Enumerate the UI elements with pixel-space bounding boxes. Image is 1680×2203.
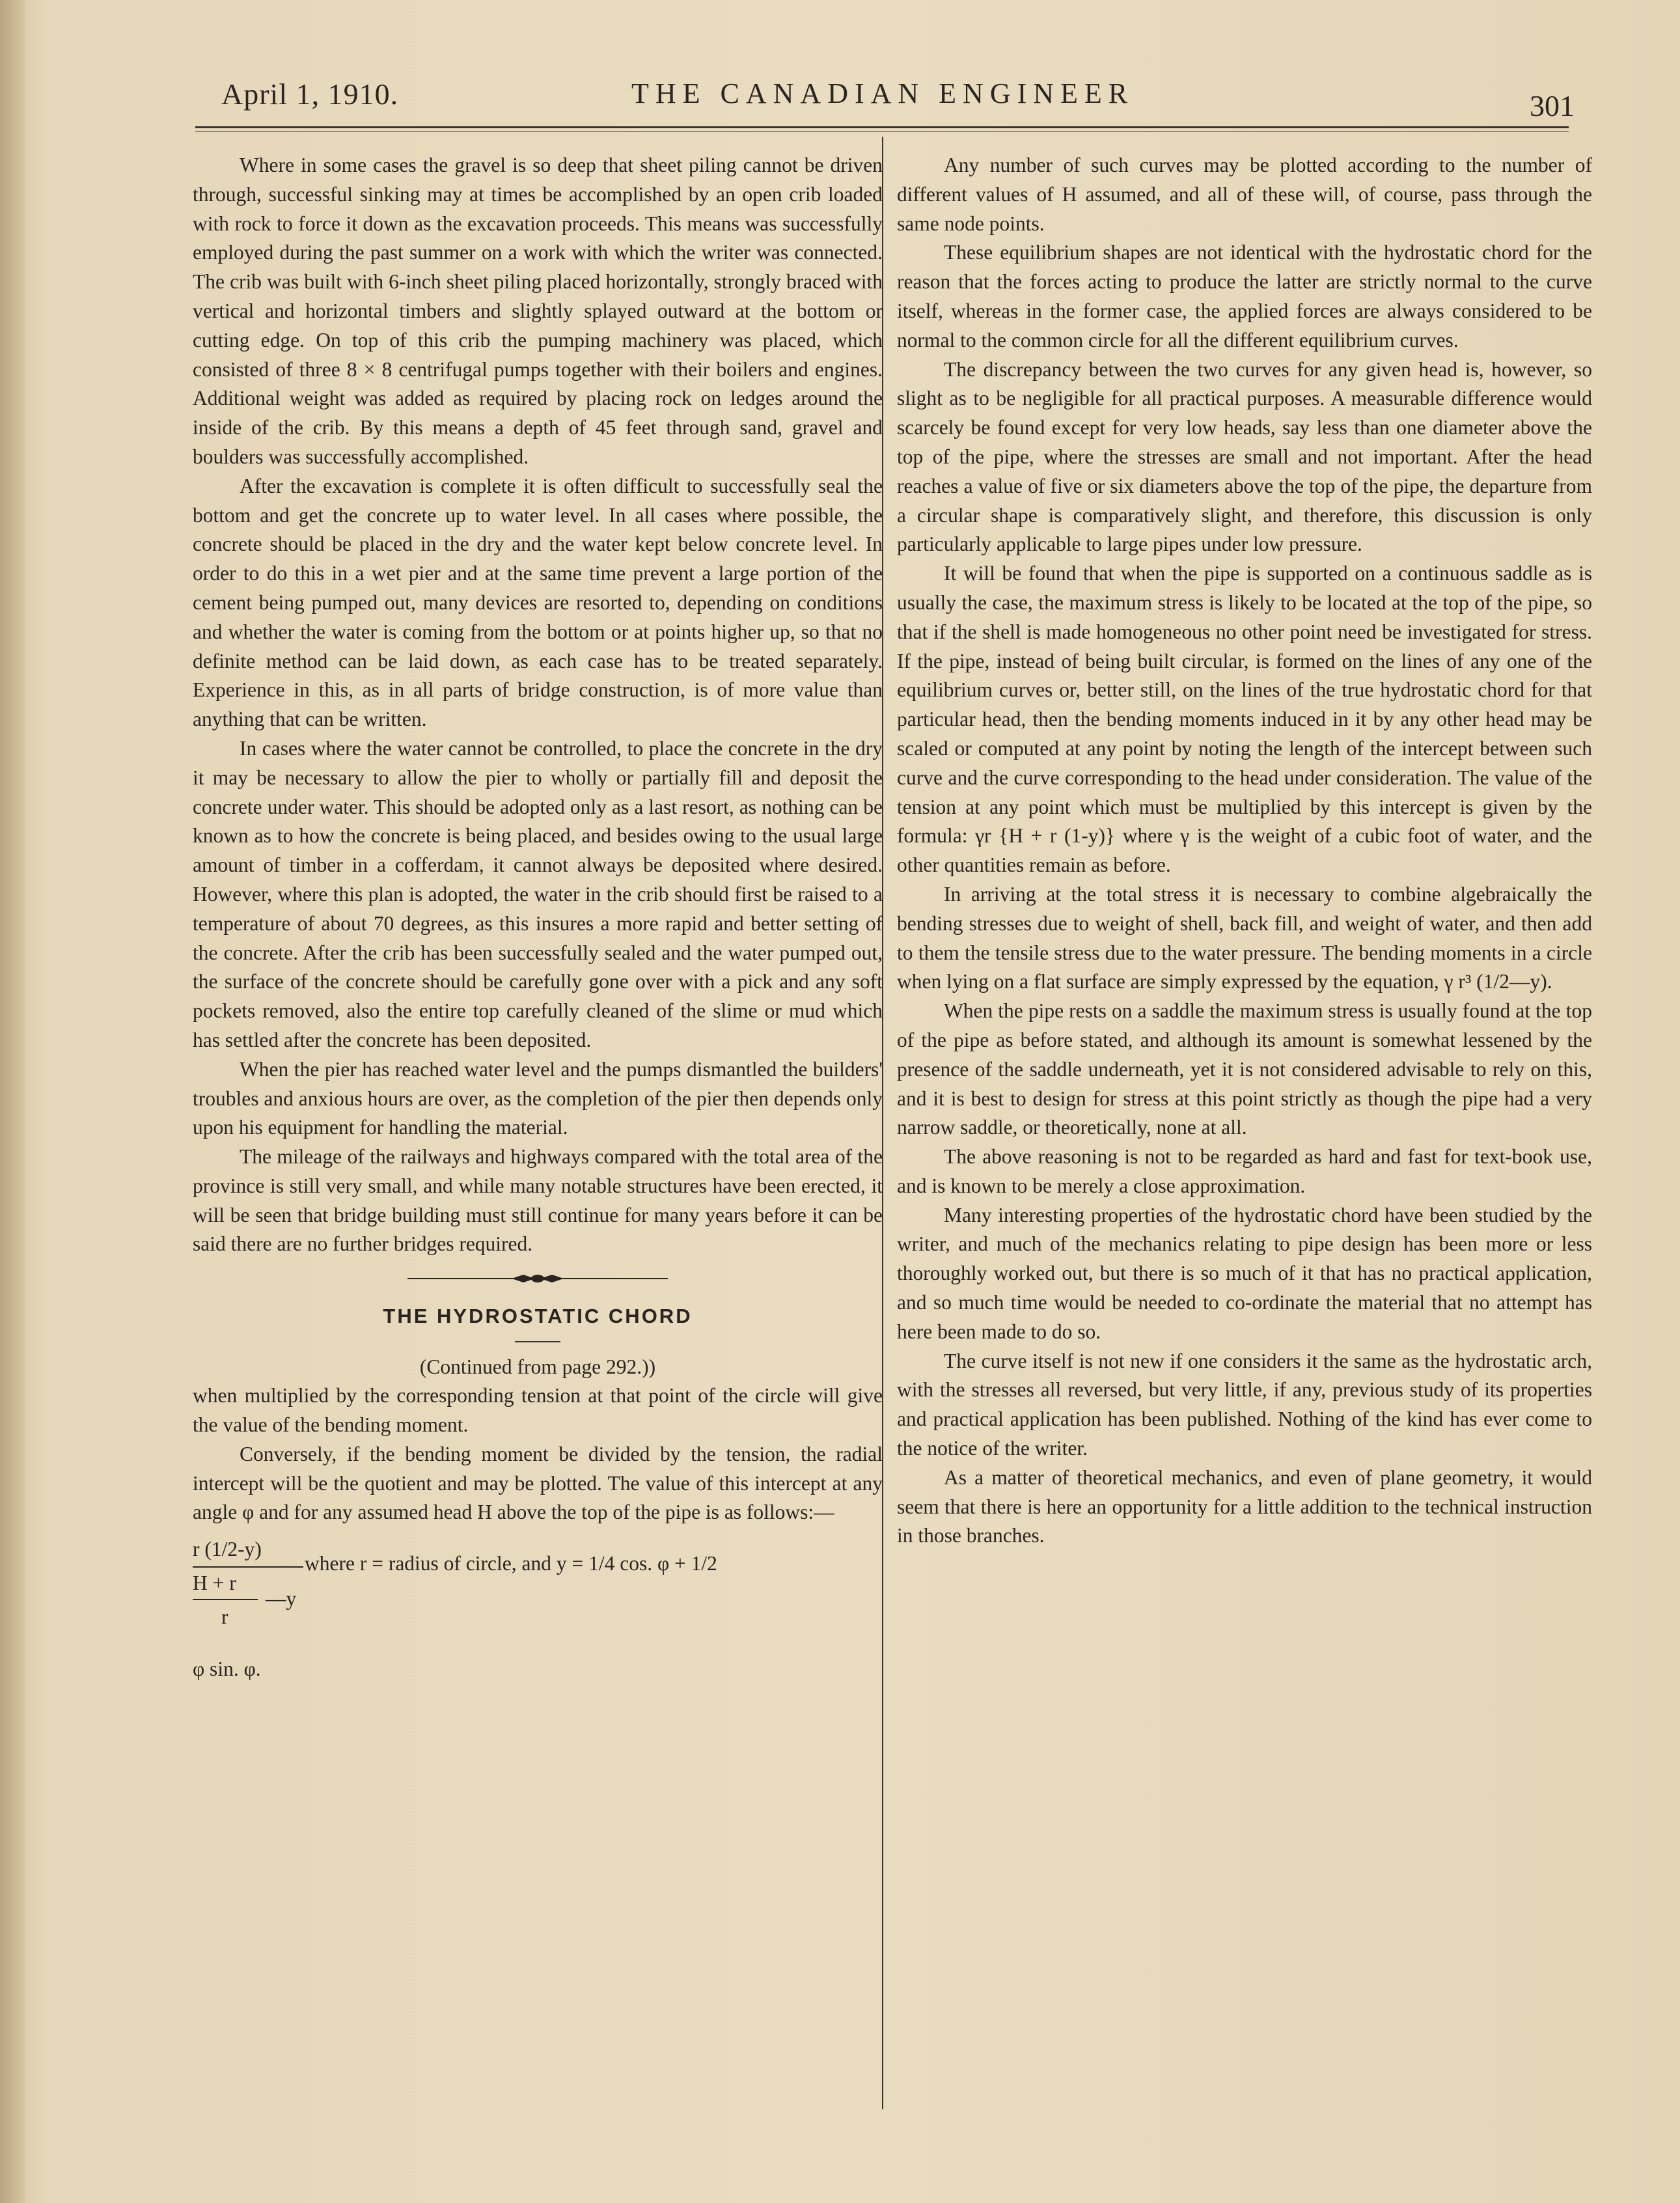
header-page-number: 301 [1530, 89, 1575, 122]
paragraph: The mileage of the railways and highways compared with the total area of the province is still very small, and while many notable structures have been erected, it will be seen that bridge building must still continue for many years before it can be said there are no further bridges required. [193, 1145, 883, 1256]
right-column [897, 151, 1592, 1551]
paragraph: Any number of such curves may be plotted according to the number of different values of H assumed, and all of these will, of course, pass through the same node points. [897, 154, 1592, 235]
formula-minus-y: —y [266, 1587, 297, 1611]
paragraph: These equilibrium shapes are not identical with the hydrostatic chord for the reason that the forces acting to produce the latter are strictly normal to the curve itself, whereas in the former case, the applied forces are always considered to be normal to the common circle for all the different equilibrium curves. [897, 241, 1592, 352]
ornament-divider-icon [407, 1266, 668, 1292]
formula-fraction-bar [193, 1566, 303, 1568]
paragraph: When the pier has reached water level and the pumps dismantled the builders' troubles and anxious hours are over, as the completion of the pier then depends only upon his equipment for handling the material. [193, 1057, 883, 1139]
paragraph: The discrepancy between the two curves for any given head is, however, so slight as to be negligible for all practical purposes. A measurable difference would scarcely be found except for very low heads, say less than one diameter above the top of the pipe, where the stresses are small and not important. After the head reaches a value of five or six diameters above the top of the pipe, the departure from a circular shape is comparatively slight, and therefore, this discussion is only particularly applicable to large pipes under low pressure. [897, 357, 1592, 556]
header-rule [195, 126, 1569, 128]
paragraph: when multiplied by the corresponding tension at that point of the circle will give the value of the bending moment. [193, 1384, 883, 1437]
paragraph: Conversely, if the bending moment be divided by the tension, the radial intercept will be the quotient and may be plotted. The value of this intercept at any angle φ and for any assumed head H above the top of the pipe is as follows:— [193, 1442, 883, 1524]
paragraph: In cases where the water cannot be controlled, to place the concrete in the dry it may be necessary to allow the pier to wholly or partially fill and deposit the concrete under water. This should be adopted only as a last resort, as nothing can be known as to how the concrete is being placed, and besides owing to the usual large amount of timber in a cofferdam, it cannot always be deposited where desired. However, where this plan is adopted, the water in the crib should first be raised to a temperature of about 70 degrees, as this insures a more rapid and better setting of the concrete. After the crib has been successfully sealed and the water pumped out, the surface of the concrete should be carefully gone over with a pick and any soft pockets removed, also the entire top carefully cleaned of the slime or mud which has settled after the concrete has been deposited. [193, 736, 883, 1051]
paragraph: Where in some cases the gravel is so deep that sheet piling cannot be driven through, successful sinking may at times be accomplished by an open crib loaded with rock to force it down as the excavation proceeds. This means was successfully employed during the past summer on a work with which the writer was connected. The crib was built with 6-inch sheet piling placed horizontally, strongly braced with vertical and horizontal timbers and slightly splayed outward at the bottom or cutting edge. On top of this crib the pumping machinery was placed, which consisted of three 8 × 8 centrifugal pumps together with their boilers and engines. Additional weight was added as required by placing rock on ledges around the inside of the crib. By this means a depth of 45 feet through sand, gravel and boulders was successfully accomplished. [193, 154, 883, 468]
formula-numerator: r (1/2-y) [193, 1538, 262, 1561]
formula-inner-bar [193, 1599, 258, 1600]
paragraph: It will be found that when the pipe is supported on a continuous saddle as is usually the case, the maximum stress is likely to be located at the top of the pipe, so that if the shell is made homogeneous no other point need be investigated for stress. If the pipe, instead of being built circular, is formed on the lines of any one of the equilibrium curves or, better still, on the lines of the true hydrostatic chord for that particular head, then the bending moments induced in it by any other head may be scaled or computed at any point by noting the length of the intercept between such curve and the curve corresponding to the head under consideration. The value of the tension at any point which must be multiplied by this intercept is given by the formula: γr {H + r (1-y)} where γ is the weight of a cubic foot of water, and the other quantities remain as before. [897, 562, 1592, 877]
formula-inner-denominator: r [221, 1605, 228, 1629]
article-title: THE HYDROSTATIC CHORD [383, 1305, 693, 1328]
page-header [221, 77, 1575, 122]
paragraph: The curve itself is not new if one considers it the same as the hydrostatic arch, with the stresses all reversed, but very little, if any, previous study of its properties and practical application has been published. Nothing of the kind has ever come to the notice of the writer. [897, 1349, 1592, 1460]
section-ornament [193, 1259, 883, 1305]
paragraph: The above reasoning is not to be regarded as hard and fast for text-book use, and is known to be merely a close approximation. [897, 1145, 1592, 1197]
formula [193, 1534, 883, 1657]
paragraph: When the pipe rests on a saddle the maximum stress is usually found at the top of the pipe as before stated, and although its amount is somewhat lessened by the presence of the saddle underneath, yet it is not considered advisable to rely on this, and it is best to design for stress at this point strictly as though the pipe had a very narrow saddle, or theoretically, none at all. [897, 999, 1592, 1139]
formula-tail: φ sin. φ. [193, 1657, 261, 1681]
paragraph: Many interesting properties of the hydrostatic chord have been studied by the writer, and much of the mechanics relating to pipe design has been more or less thoroughly worked out, but there is so much of it that has no practical application, and so much time would be needed to co-ordinate the material that no attempt has here been made to do so. [897, 1203, 1592, 1343]
left-column [193, 151, 883, 1681]
page-binding-edge [0, 0, 25, 2203]
paragraph: In arriving at the total stress it is necessary to combine algebraically the bending stresses due to weight of shell, back fill, and weight of water, and then add to them the tensile stress due to the water pressure. The bending moments in a circle when lying on a flat surface are simply expressed by the equation, γ r³ (1/2—y). [897, 882, 1592, 993]
paragraph: After the excavation is complete it is often difficult to successfully seal the bottom and get the concrete up to water level. In all cases where possible, the concrete should be placed in the dry and the water kept below concrete level. In order to do this in a wet pier and at the same time prevent a large portion of the cement being pumped out, many devices are resorted to, depending on conditions and whether the water is coming from the bottom or at points higher up, so that no definite method can be laid down, as each case has to be treated separately. Experience in this, as in all parts of bridge construction, is of more value than anything that can be written. [193, 474, 883, 731]
continued-note: (Continued from page 292.)) [419, 1355, 656, 1379]
formula-where-text: where r = radius of circle, and y = 1/4 cos. φ + 1/2 [305, 1552, 717, 1575]
header-journal-title: THE CANADIAN ENGINEER [631, 77, 1135, 109]
header-date: April 1, 1910. [221, 77, 399, 111]
paragraph: As a matter of theoretical mechanics, and even of plane geometry, it would seem that there is here an opportunity for a little addition to the technical instruction in those branches. [897, 1465, 1592, 1547]
title-rule [515, 1341, 560, 1342]
formula-inner-numerator: H + r [193, 1572, 236, 1595]
